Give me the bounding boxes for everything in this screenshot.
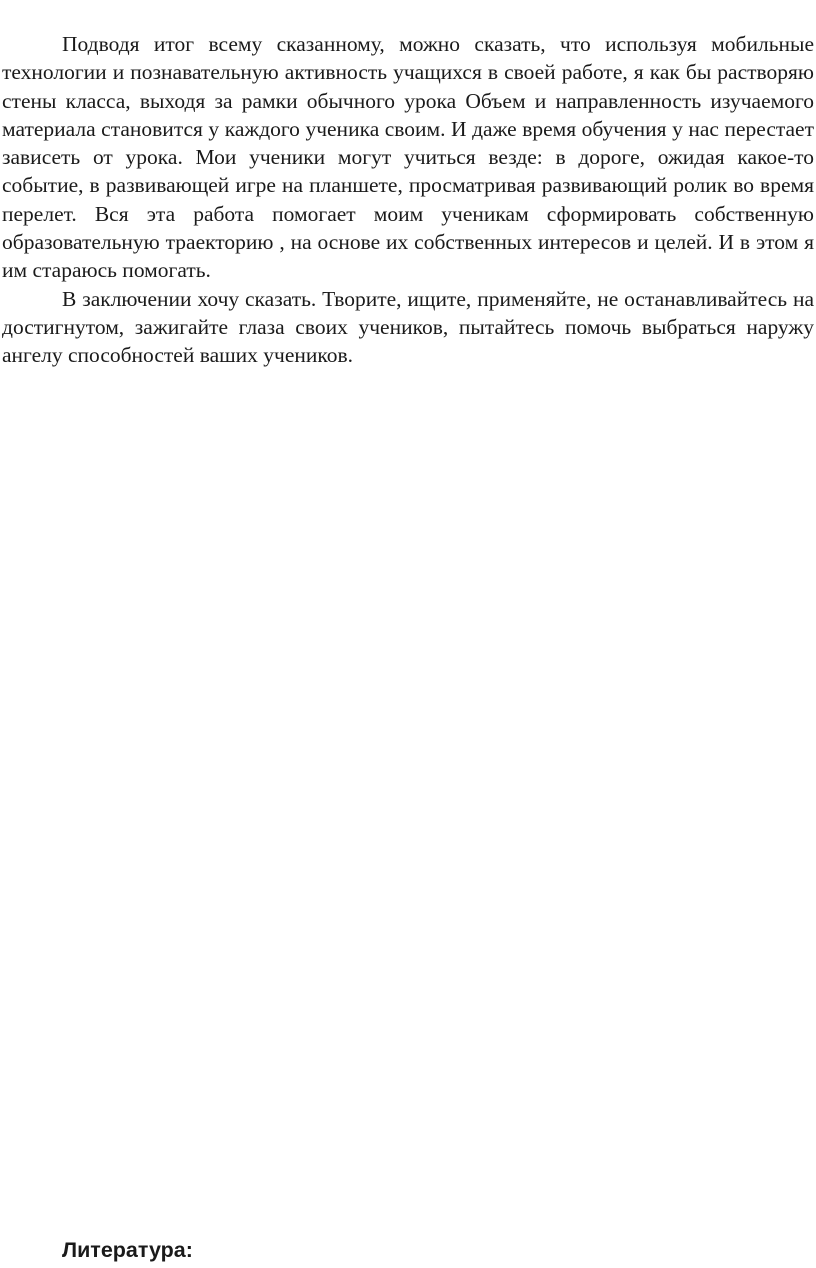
paragraph-conclusion: В заключении хочу сказать. Творите, ищите, применяйте, не останавливайтесь на достигнутом, зажигайте глаза своих учеников, пытайтесь помочь выбраться наружу ангелу способностей ваших учеников.: [2, 286, 814, 368]
paragraph-summary: Подводя итог всему сказанному, можно сказать, что используя мобильные технологии и познавательную активность учащихся в своей работе, я как бы растворяю стены класса, выходя за рамки обычного урока Объем и направленность изучаемого материала становится у каждого ученика своим. И даже время обучения у нас перестает зависеть от урока. Мои ученики могут учиться везде: в дороге, ожидая какое-то событие, в развивающей игре на планшете, просматривая развивающий ролик во время перелет. Вся эта работа помогает моим ученикам сформировать собственную образовательную траекторию , на основе их собственных интересов и целей. И в этом я им стараюсь помогать.: [2, 32, 814, 283]
literature-heading: Литература:: [62, 1238, 193, 1262]
body-text: [2, 30, 814, 370]
